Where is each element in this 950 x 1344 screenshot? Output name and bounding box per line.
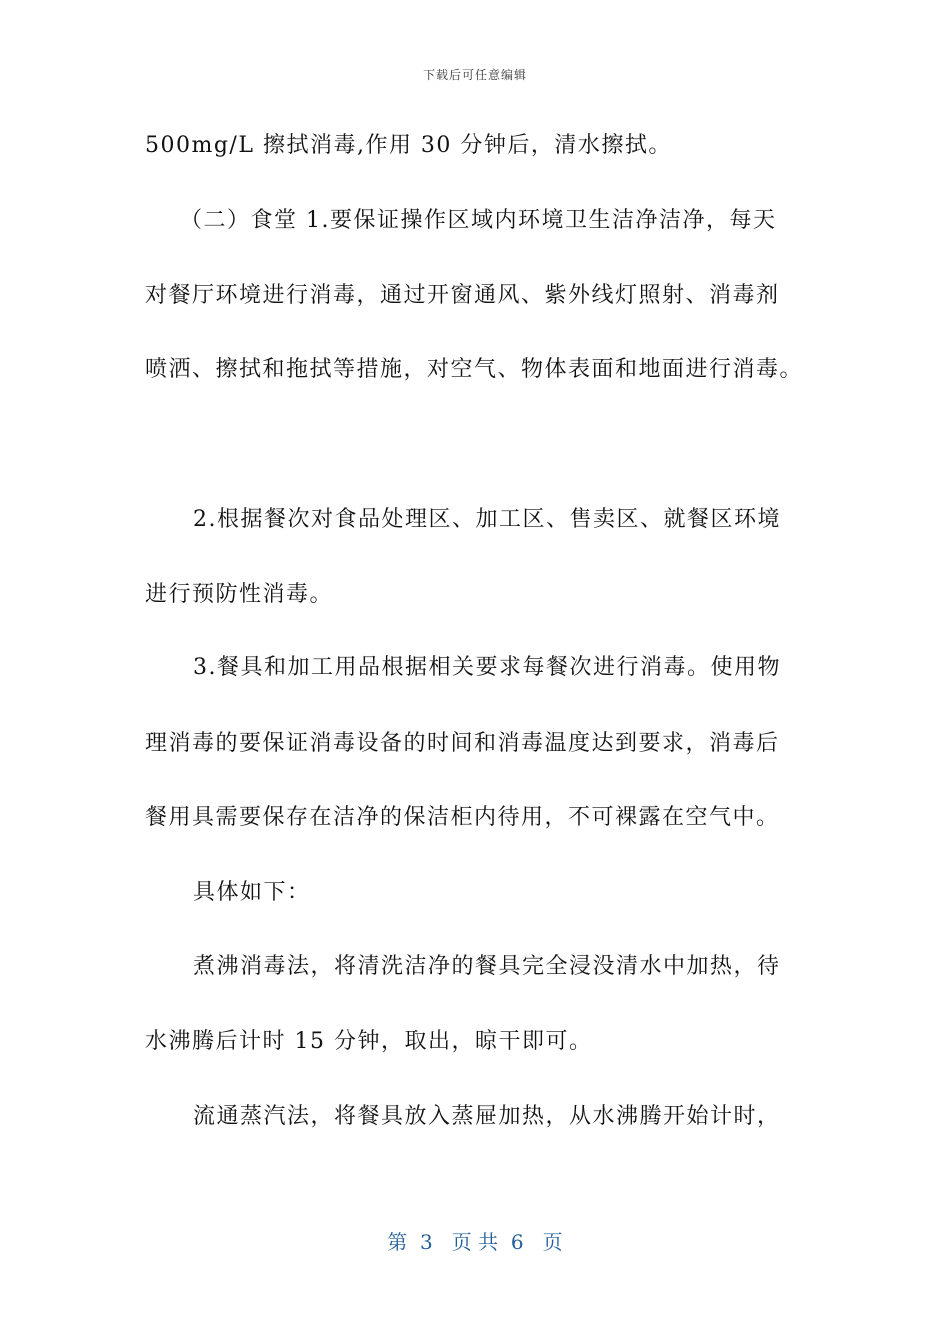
text-line: 对餐厅环境进行消毒，通过开窗通风、紫外线灯照射、消毒剂 <box>145 283 780 308</box>
text-line: 流通蒸汽法，将餐具放入蒸屉加热，从水沸腾开始计时， <box>193 1104 781 1129</box>
page-footer: 第 3 页 共 6 页 <box>387 1230 563 1254</box>
text-line: 500mg/L 擦拭消毒,作用 30 分钟后，清水擦拭。 <box>145 133 672 158</box>
text-line: 3.餐具和加工用品根据相关要求每餐次进行消毒。使用物 <box>193 655 781 680</box>
text-line: 进行预防性消毒。 <box>145 582 334 607</box>
text-line: 具体如下： <box>193 880 311 905</box>
text-line: 煮沸消毒法，将清洗洁净的餐具完全浸没清水中加热，待 <box>193 954 781 979</box>
text-line: 餐用具需要保存在洁净的保洁柜内待用，不可裸露在空气中。 <box>145 805 780 830</box>
text-line: 喷洒、擦拭和拖拭等措施，对空气、物体表面和地面进行消毒。 <box>145 357 804 382</box>
page-header: 下载后可任意编辑 <box>422 68 527 82</box>
text-line: 2.根据餐次对食品处理区、加工区、售卖区、就餐区环境 <box>193 507 781 532</box>
text-line: 理消毒的要保证消毒设备的时间和消毒温度达到要求，消毒后 <box>145 731 780 756</box>
text-line: （二）食堂 1.要保证操作区域内环境卫生洁净洁净，每天 <box>180 208 777 233</box>
text-line: 水沸腾后计时 15 分钟，取出，晾干即可。 <box>145 1029 593 1054</box>
